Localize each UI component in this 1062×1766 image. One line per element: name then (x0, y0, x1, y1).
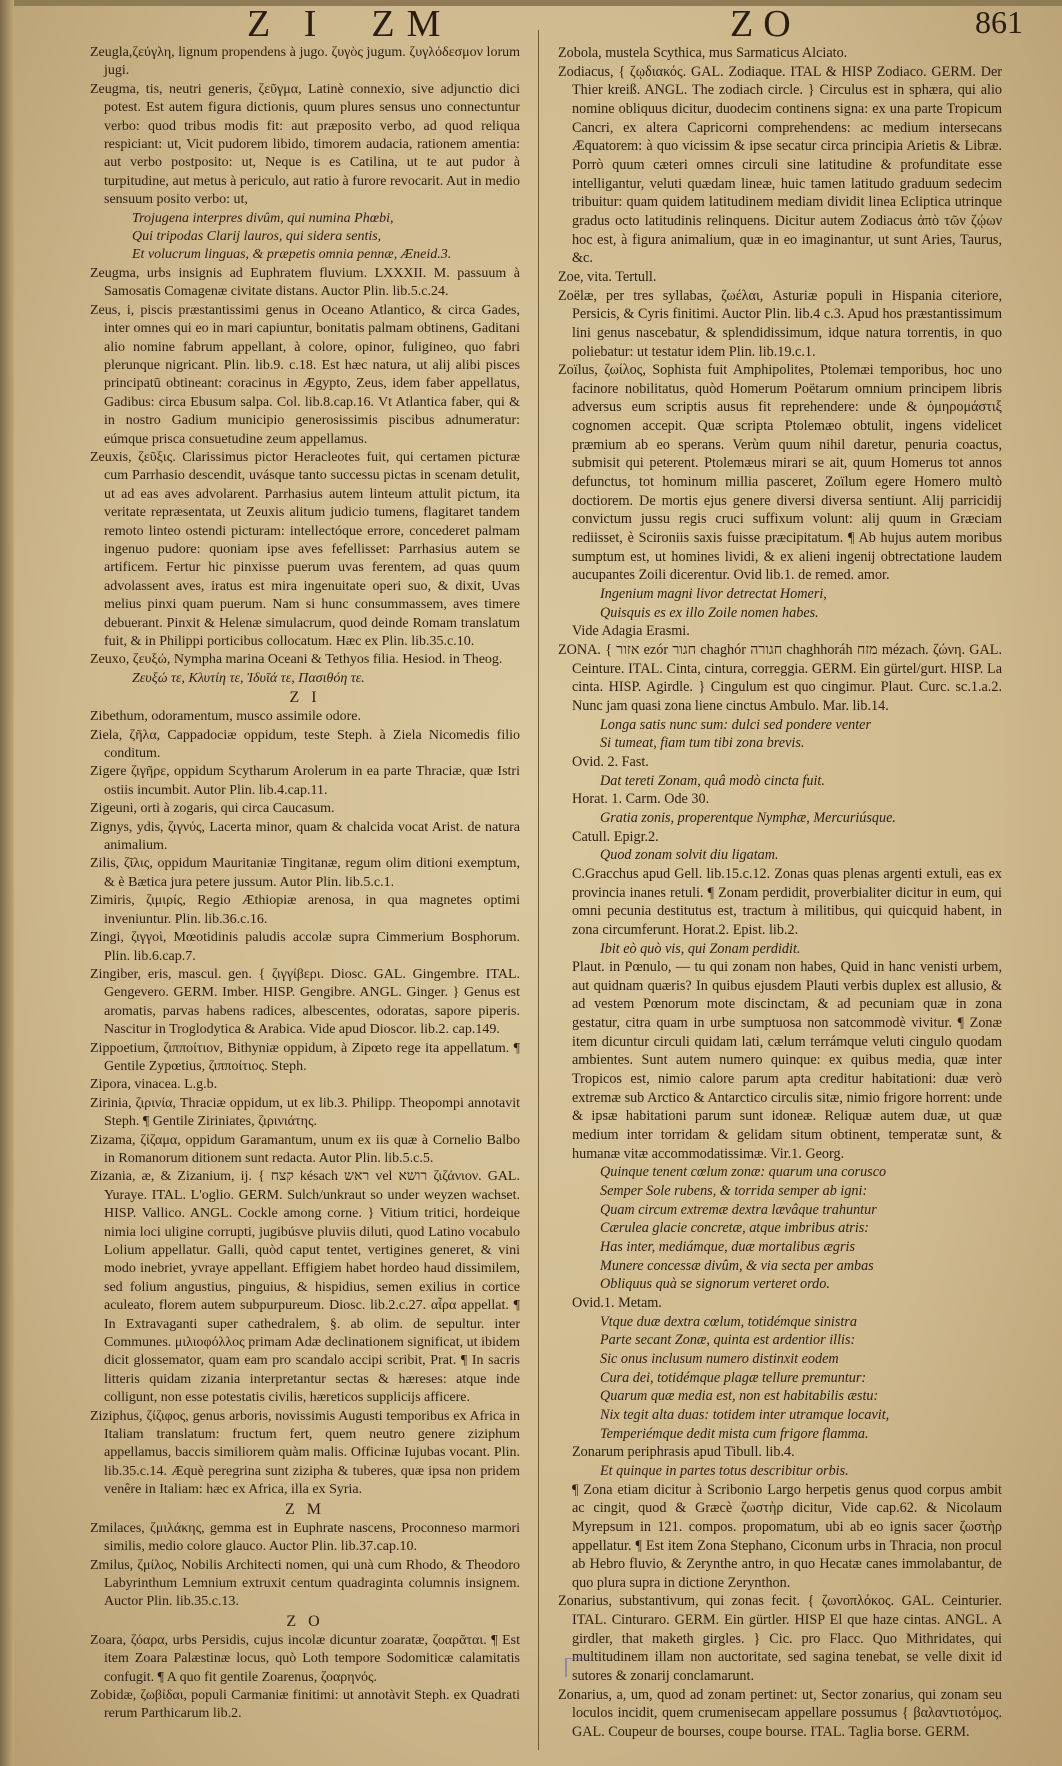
dictionary-entry: Zeugma, urbs insignis ad Euphratem fluvium. LXXXII. M. passuum à Samosatis Comagenæ civitate distans. Auctor Plin. lib.5.c.24. (90, 265, 520, 300)
verse-line: Munere concessæ divûm, & via secta per ambas (600, 1257, 874, 1274)
dictionary-entry: Zingi, ζιγγοὶ, Mœotidinis paludis accolæ supra Cimmerium Bosphorum. Plin. lib.6.cap.7. (90, 930, 520, 964)
verse-line: Quinque tenent cœlum zonæ: quarum una corusco (600, 1164, 887, 1181)
dictionary-entry: Zingiber, eris, mascul. gen. { ζιγγίβερι. Diosc. GAL. Gingembre. ITAL. Gengevero. GERM. Imber. HISP. Gengibre. ANGL. Ginger. } Genus est aromatis, parvas habens radices, albescentes, odoratas, sapore piperis. Nascitur in Troglodytica & Arabica. Vide apud Dioscor. lib.2. cap.149. (90, 966, 520, 1038)
page-number: 861 (975, 4, 1023, 40)
dictionary-entry: Zoëlæ, per tres syllabas, ζωέλαι, Asturiæ populi in Hispania citeriore, Persicis, & Cyris finitimi. Auctor Plin. lib.4 c.3. Apud hos præstantissimum lini genus nascebatur, & splendidissimum, idque natura torrentis, in quo poliebatur: ut testatur idem Plin. lib.19.c.1. (558, 287, 1002, 360)
dictionary-entry: Zeus, i, piscis præstantissimi genus in Oceano Atlantico, & circa Gades, inter omnes qui eo in mari capiuntur, bonitatis palmam obtinens, Gaditani alio nomine fabrum appellant, à colore, opinor, fuligineo, quo fabri plerunque nigricant. Plin. lib.9. c.18. Est hæc natura, ut alij alibi pisces principatū obtineant: coracinus in Ægypto, Zeus, idem faber appellatus, Gadibus: circa Ebusum salpa. Col. lib.8.cap.16. Vt Atlantica faber, qui & in nostro Gadium municipio generosissimis piscibus adnumeratur: eúmque prisca consuetudine zeum appellamus. (90, 302, 520, 447)
citation-text: Catull. Epigr.2. (572, 828, 659, 845)
verse-line: Ingenium magni livor detrectat Homeri, (600, 586, 827, 603)
dictionary-entry: Zizama, ζίζαμα, oppidum Garamantum, unum ex iis quæ à Cornelio Balbo in Romanorum ditionem sunt redacta. Autor Plin. lib.5.c.5. (90, 1132, 520, 1166)
verse-line: Parte secant Zonæ, quinta est ardentior illis: (600, 1332, 856, 1349)
verse-line: Et volucrum linguas, & præpetis omnia pennæ, Æneid.3. (132, 247, 452, 263)
citation-text: Zonarum periphrasis apud Tibull. lib.4. (572, 1444, 795, 1461)
citation-text: Ovid. 2. Fast. (572, 753, 649, 770)
column-divider (538, 30, 539, 1750)
verse-line: Cura dei, totidémque plagæ tellure premuntur: (600, 1369, 867, 1386)
dictionary-entry: Zilis, ζῖλις, oppidum Mauritaniæ Tingitanæ, regum olim ditioni exemptum, & è Bætica jura petere jussum. Autor Plin. lib.5.c.1. (90, 856, 520, 890)
dictionary-entry: Zonarius, a, um, quod ad zonam pertinet: ut, Sector zonarius, qui zonam seu loculos incidit, quem crumenisecam appellare possumus { βαλαντιοτόμος. GAL. Coupeur de bourses, coupe bourse. ITAL. Taglia borse. GERM. (558, 1686, 1002, 1741)
running-head-center: ZO (730, 3, 801, 45)
verse-line: Ζευξώ τε, Κλυτίη τε, Ἰδυῖά τε, Πασιθόη τε. (132, 670, 365, 686)
verse-line: Gratia zonis, properentque Nymphæ, Mercuriúsque. (600, 809, 896, 826)
citation-text: Plaut. in Pœnulo, — tu qui zonam non habes, Quid in hanc venisti urbem, aut quidnam quæris? In quibus ejusdem Plauti verbis duplex est allusio, & ad vestem Pœnorum mote discinctam, & ad pecuniam quæ in zona gestatur, citra quam in urbe sumptuosa non satcommodè vivitur. ¶ Zonæ item dicuntur circuli quidam lati, cælum terrámque veluti cingulo quodam ambientes. Sunt autem numero quinque: ex quibus media, quæ inter Tropicos est, nimio calore parum apta creditur habitationi: duæ verò extremæ sub Arctico & Antarctico circulis sitæ, nimio frigore horrent: unde & ipsæ habitationi parum sunt idoneæ. Reliquæ autem duæ, ut quæ medium inter torridam & gelidam situm obtinent, temperatæ sunt, & humanæ vitæ accommodatissimæ. Vir.1. Georg. (572, 959, 1002, 1162)
section-heading: Z I (289, 689, 321, 707)
dictionary-entry: Zeugla,ζεύγλη, lignum propendens à jugo. ζυγὸς jugum. ζυγλόδεσμον lorum jugi. (90, 45, 520, 79)
section-heading: Z M (285, 1500, 325, 1518)
verse-line: Qui tripodas Clarij lauros, qui sidera sentis, (132, 229, 382, 245)
verse-line: Quarum quæ media est, non est habitabilis æstu: (600, 1388, 879, 1405)
page-top-edge (0, 0, 1062, 6)
verse-line: Quisquis es ex illo Zoile nomen habes. (600, 604, 819, 621)
dictionary-entry: Zeuxo, ζευξώ, Nympha marina Oceani & Tethyos filia. Hesiod. in Theog. (90, 652, 503, 668)
dictionary-entry: Zoara, ζόαρα, urbs Persidis, cujus incolæ dicuntur zoaratæ, ζοαρᾶται. ¶ Est item Zoara Palæstinæ locus, quò Loth tempore Sodomiticæ calamitatis confugit. ¶ A quo fit gentile Zoarenus, ζοαρηνός. (90, 1632, 520, 1685)
dictionary-entry: Zonarius, substantivum, qui zonas fecit. { ζωνοπλόκος. GAL. Ceinturier. ITAL. Cinturaro. GERM. Ein gürtler. HISP El que haze cintas. ANGL. A girdler, that maketh girgles. } Cic. pro Flacc. Quo Mithridates, qui multitudinem illam non auctoritate, sed sagina tenebat, se velle dixit id sutores & zonarij conclamarunt. (558, 1593, 1002, 1685)
dictionary-entry: Ziela, ζῆλα, Cappadociæ oppidum, teste Steph. à Ziela Nicomedis filio conditum. (90, 727, 520, 762)
verse-line: Quam circum extremæ dextra lævâque trahuntur (600, 1201, 877, 1218)
dictionary-entry: Zirinia, ζιρινία, Thraciæ oppidum, ut ex lib.3. Philipp. Theopompi annotavit Steph. ¶ Gentile Ziriniates, ζιρινιάτης. (90, 1095, 520, 1130)
verse-line: Vtque duæ dextra cœlum, totidémque sinistra (600, 1313, 857, 1330)
verse-line: Temperiémque dedit mista cum frigore flamma. (600, 1425, 869, 1442)
dictionary-entry: Ziziphus, ζίζιφος, genus arboris, novissimis Augusti temporibus ex Africa in Italiam translatum: fructum fert, quem neutro genere ziziphum appellamus, baccis similiorem quàm malis. Officinæ Iujubas vocant. Plin. lib.35.c.14. Æquè peregrina sunt zizipha & tuberes, quæ ipsa non pridem venêre in Italiam: hæc ex Africa, illa ex Syria. (90, 1408, 520, 1498)
citation-text: ¶ Zona etiam dicitur à Scribonio Largo herpetis genus quod corpus ambit ac cingit, quod & Græcè ζωστὴρ dicitur, Vide cap.62. & Nicolaum Myrepsum in 121. compos. propomatum, ubi ab eo ignis sacer ζωστὴρ appellatur. ¶ Est item Zona Stephano, Ciconum urbs in Thracia, non procul ab Hebro fluvio, & Zerynthe antro, in quo Hecatæ canes immolabantur, de quo plura supra in dictione Zerynthon. (572, 1481, 1002, 1591)
page-binding-edge (0, 0, 14, 1766)
verse-line: Longa satis nunc sum: dulci sed pondere venter (600, 716, 871, 733)
left-column (90, 44, 520, 1724)
citation-text: Vide Adagia Erasmi. (572, 623, 690, 640)
running-head-zi: Z I (247, 3, 329, 45)
right-column (558, 44, 1002, 1742)
dictionary-entry: ZONA. { אזור ezór חגור chaghór חגורה chaghhoráh מזח mézach. ζώνη. GAL. Ceinture. ITAL. Cinta, cintura, correggia. GERM. Ein gürtel/gurt. HISP. La cinta. HISP. Agirdle. } Cingulum est quo cingimur. Plaut. Curc. sc.1.a.2. Nunc jam quasi zona liene cinctus Ambulo. Mar. lib.14. (558, 642, 1003, 714)
verse-line: Et quinque in partes totus describitur orbis. (600, 1462, 849, 1479)
margin-ink-mark (565, 1658, 589, 1677)
section-heading: Z O (286, 1612, 324, 1630)
verse-line: Dat tereti Zonam, quâ modò cincta fuit. (600, 772, 825, 789)
verse-line: Sic onus inclusum numero distinxit eodem (600, 1350, 839, 1367)
dictionary-entry: Zigeuni, orti à zogaris, qui circa Caucasum. (90, 801, 335, 817)
dictionary-entry: Zipora, vinacea. L.g.b. (90, 1077, 218, 1093)
citation-text: Ovid.1. Metam. (572, 1294, 662, 1311)
dictionary-entry: Zizania, æ, & Zizanium, ij. { קצח késach ראש vel רושא ζιζάνιον. GAL. Yuraye. ITAL. L'oglio. GERM. Sulch/unkraut so under weyzen wachset. HISP. Vallico. ANGL. Cockle among corne. } Vitium tritici, hordeique nimia loci uligine corrupti, jugibúsve pluviis diluti, quod Latino vocabulo Lolium appellatur. Galli, quòd caput tentet, vertigines generet, & vini modo inebriet, yvraye appellant. Effigiem habet hordeo haud dissimilem, sed folium angustius, pinguius, & hispidius, semen exilius in cortice aculeato, florem autem subpurpureum. Diosc. lib.2.c.27. αἶρα appellat. ¶ In Extravaganti super cathedralem, §. ab olim. de sepultur. inter Communes. μιλιοφόλλος primam Adæ declinationem significat, ut ibidem dicit glossemator, quam eam pro scandalo accipi scribit, Prat. ¶ In sacris litteris quidam zizania interpretantur sectas & hæreses: atque inde colligunt, non esse potestatis civilis, hæreticos supplicijs afficere. (90, 1169, 520, 1406)
verse-line: Si tumeat, fiam tum tibi zona brevis. (600, 735, 805, 752)
dictionary-entry: Zigere ζιγῆρε, oppidum Scytharum Arolerum in ea parte Thraciæ, quæ Istri ostiis incumbit. Autor Plin. lib.4.cap.11. (90, 764, 520, 798)
dictionary-entry: Zobola, mustela Scythica, mus Sarmaticus Alciato. (558, 45, 848, 61)
dictionary-entry: Zignys, ydis, ζιγνύς, Lacerta minor, quam & chalcida vocat Arist. de natura animalium. (90, 819, 520, 854)
dictionary-entry: Zoe, vita. Tertull. (558, 268, 657, 285)
verse-line: Cærulea glacie concretæ, atque imbribus atris: (600, 1220, 870, 1237)
running-head-left (247, 2, 452, 46)
verse-line: Obliquus quà se signorum verteret ordo. (600, 1276, 830, 1293)
dictionary-entry: Zmilaces, ζμιλάκης, gemma est in Euphrate nascens, Proconneso marmori similis, medio colore glauco. Auctor Plin. lib.37.cap.10. (90, 1520, 520, 1555)
running-head-zm: ZM (371, 3, 453, 45)
verse-line: Ibit eò quò vis, qui Zonam perdidit. (600, 940, 801, 957)
verse-line: Quod zonam solvit diu ligatam. (600, 847, 779, 864)
citation-text: Horat. 1. Carm. Ode 30. (572, 791, 710, 808)
dictionary-entry: Zippoetium, ζιπποίτιον, Bithyniæ oppidum, à Zipœto rege ita appellatum. ¶ Gentile Zypœtius, ζιπποίτιος. Steph. (90, 1040, 520, 1074)
dictionary-entry: Zibethum, odoramentum, musco assimile odore. (90, 709, 362, 725)
dictionary-entry: Zimiris, ζιμιρίς, Regio Æthiopiæ arenosa, in qua magnetes optimi inveniuntur. Plin. lib.36.c.16. (90, 893, 520, 927)
verse-line: Trojugena interpres divûm, qui numina Phœbi, (132, 210, 394, 226)
verse-line: Nix tegit alta duas: totidem inter utramque locavit, (600, 1406, 890, 1423)
dictionary-entry: Zodiacus, { ζῳδιακός. GAL. Zodiaque. ITAL & HISP Zodiaco. GERM. Der Thier kreiß. ANGL. The zodiach circle. } Circulus est in sphæra, qui alio nomine obliquus dicitur, duodecim continens signa: ex una parte Tropicum Cancri, ex altera Capricorni comprehendens: ac medium intersecans Æquatorem: à quo vicissim & ipse secatur circa principia Arietis & Libræ. Porrò quum cæteri omnes circuli sine latitudine & profunditate esse intelligantur, veluti quædam lineæ, huic tamen latitudo graduum sedecim tribuitur: quam quidem latitudinem mediam dividit linea Ecliptica utrinque gradus octo latitudinis relinquens. Dicitur autem Zodiacus ἀπὸ τῶν ζῴων hoc est, à figura animalium, quæ in eo imaginantur, ut sunt Aries, Taurus, &c. (558, 63, 1002, 267)
citation-text: C.Gracchus apud Gell. lib.15.c.12. Zonas quas plenas argenti extuli, eas ex provincia inanes retuli. ¶ Zonam perdidit, proverbialiter dicitur in eum, qui omni pecunia destitutus est, tractum à militibus, qui quicquid habent, in zona circumferunt. Horat.2. Epist. lib.2. (572, 865, 1002, 938)
dictionary-entry: Zoïlus, ζωίλος, Sophista fuit Amphipolites, Ptolemæi temporibus, hoc uno facinore nobilitatus, quòd Homerum Poëtarum omnium principem libris adversus eum scriptis ausus fit reprehendere: unde & ὁμηρομάστιξ cognomen accepit. Quæ scripta Ptolemæo obtulit, ingens videlicet præmium ab eo sperans. Verùm quum nihil daretur, penuria coactus, submisit qui peterent. Ptolemæus mirari se ait, quum Homerus tot annos defunctus, tot hominum millia pasceret, Zoïlum egere Homero multò doctiorem. De mortis ejus genere diversi diversa sentiunt. Alij parricidij convictum jussu regis cruci suffixum volunt: alij quum in Græciam rediisset, è Scironiis saxis fuisse præcipitatum. ¶ Ab hujus autem moribus sumptum est, ut homines lividi, & ex alieni ingenij obtrectatione laudem aucupantes Zoili dicerentur. Ovid lib.1. de remed. amor. (558, 362, 1002, 584)
dictionary-entry: Zobidæ, ζωβίδαι, populi Carmaniæ finitimi: ut annotàvit Steph. ex Quadrati rerum Parthicarum lib.2. (90, 1687, 520, 1722)
verse-line: Semper Sole rubens, & torrida semper ab igni: (600, 1183, 868, 1200)
verse-line: Has inter, mediámque, duæ mortalibus ægris (600, 1239, 855, 1255)
dictionary-entry: Zmilus, ζμίλος, Nobilis Architecti nomen, qui unà cum Rhodo, & Theodoro Labyrinthum Lemnium extruxit centum quadraginta columnis insignem. Auctor Plin. lib.35.c.13. (90, 1557, 520, 1610)
dictionary-entry: Zeuxis, ζεῦξις. Clarissimus pictor Heracleotes fuit, qui certamen picturæ cum Parrhasio descendit, uvásque tanto successu pictas in scenam detulit, ut ad eas aves advolarent. Parrhasius autem linteum attulit pictum, ita veritate repræsentata, ut Zeuxis alitum judicio tumens, flagitaret tandem remoto linteo ostendi picturam: intellectóque errore, concederet palmam ingenuo pudore: quoniam ipse aves fefellisset: Parrhasius autem se artificem. Fertur hic pinxisse puerum uvas ferentem, ad quas quum advolassent aves, iratus est mira ingenuitate operi suo, & dixit, Uvas melius pinxi quam puerum. Nam si hunc consummassem, aves timere debuerant. Pinxit & Helenæ simulacrum, quod deinde Romam translatum fuit, & in Philippi porticibus collocatum. Hæc ex Plin. lib.35.c.10. (90, 449, 520, 649)
dictionary-entry: Zeugma, tis, neutri generis, ζεῦγμα, Latinè connexio, sive adjunctio dici potest. Est autem figura dictionis, quum plures sensus uno connectuntur verbo: quod tribus modis fit: aut præposito verbo, ad quod reliqua respiciant: ut, Vicit pudorem libido, timorem audacia, rationem amentia: aut verbo postposito: ut, Neque is es Catilina, ut te aut pudor à turpitudine, aut metus à periculo, aut ratio à furore revocarit. Aut in medio sensuum posito verbo: ut, (90, 81, 520, 208)
